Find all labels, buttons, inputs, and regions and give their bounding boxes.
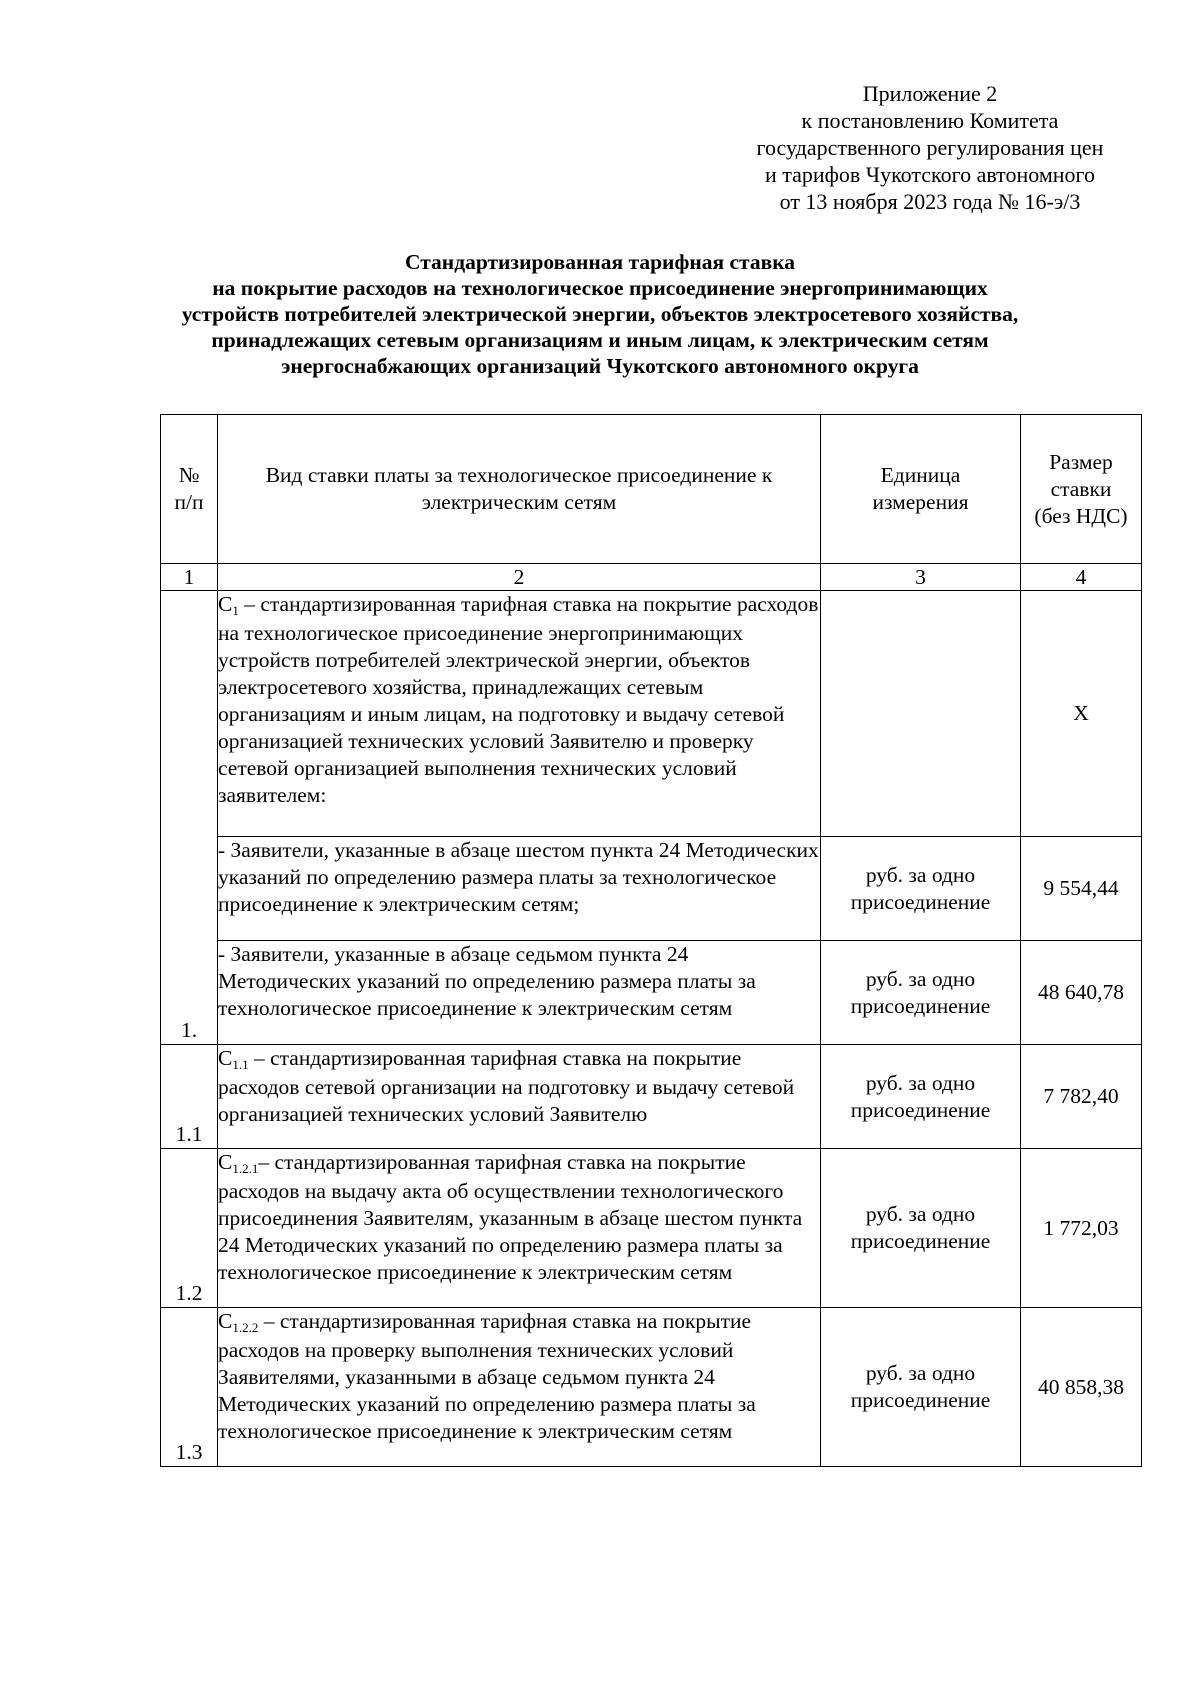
row-value: 40 858,38 [1021, 1308, 1142, 1467]
rates-table [160, 414, 1142, 1467]
row-description [218, 591, 821, 837]
table-row [161, 941, 1142, 1045]
row-unit [821, 591, 1021, 837]
table-row [161, 591, 1142, 837]
row-unit: руб. за одно присоединение [821, 1149, 1021, 1308]
row-number: 1.1 [161, 1045, 218, 1149]
title-line: принадлежащих сетевым организациям и иным лицам, к электрическим сетям [211, 328, 989, 352]
table-row [161, 1149, 1142, 1308]
rate-subscript: 1.2.2 [232, 1320, 259, 1335]
row-value: 1 772,03 [1021, 1149, 1142, 1308]
table-row [161, 837, 1142, 941]
appendix-reference [700, 80, 1160, 215]
row-value: Х [1021, 591, 1142, 837]
row-value: 48 640,78 [1021, 941, 1142, 1045]
row-value: 9 554,44 [1021, 837, 1142, 941]
row-number: 1.3 [161, 1308, 218, 1467]
row-description-text: – стандартизированная тарифная ставка на покрытие расходов на технологическое присоединение энергопринимающих устройств потребителей электрической энергии, объектов электросетевого хозяйства, принадлежащих сетевым организациям и иным лицам, на подготовку и выдачу сетевой организацией технических условий Заявителю и проверку сетевой организацией выполнения технических условий заявителем: [218, 592, 819, 807]
row-unit: руб. за одно присоединение [821, 941, 1021, 1045]
row-description [218, 1149, 821, 1308]
appendix-line: и тарифов Чукотского автономного [764, 162, 1096, 187]
title-line: устройств потребителей электрической энергии, объектов электросетевого хозяйства, [181, 302, 1019, 326]
title-line: Стандартизированная тарифная ставка [404, 250, 796, 274]
row-unit: руб. за одно присоединение [821, 837, 1021, 941]
appendix-line: от 13 ноября 2023 года № 16-э/3 [779, 189, 1081, 214]
row-description [218, 1308, 821, 1467]
column-index-cell: 2 [218, 564, 821, 591]
header-kind: Вид ставки платы за технологическое присоединение к электрическим сетям [218, 415, 821, 564]
rate-symbol: С [218, 1150, 233, 1174]
title-line: энергоснабжающих организаций Чукотского автономного округа [281, 354, 919, 378]
row-description-text: – стандартизированная тарифная ставка на покрытие расходов на выдачу акта об осуществлении технологического присоединения Заявителям, указанным в абзаце шестом пункта 24 Методических указаний по определению размера платы за технологическое присоединение к электрическим сетям [218, 1150, 803, 1284]
column-index-row [161, 564, 1142, 591]
row-number: 1.2 [161, 1149, 218, 1308]
appendix-line: государственного регулирования цен [756, 135, 1104, 160]
document-title [150, 249, 1050, 379]
rate-subscript: 1 [232, 603, 239, 618]
header-unit: Единица измерения [821, 415, 1021, 564]
rate-symbol: С [218, 1309, 233, 1333]
rate-symbol: С [218, 1046, 233, 1070]
row-unit: руб. за одно присоединение [821, 1045, 1021, 1149]
table-row [161, 1045, 1142, 1149]
row-description [218, 1045, 821, 1149]
row-description: - Заявители, указанные в абзаце седьмом пункта 24 Методических указаний по определению размера платы за технологическое присоединение к электрическим сетям [218, 941, 821, 1045]
title-line: на покрытие расходов на технологическое присоединение энергопринимающих [212, 276, 988, 300]
table-header-row [161, 415, 1142, 564]
header-rate: Размер ставки (без НДС) [1021, 415, 1142, 564]
row-unit: руб. за одно присоединение [821, 1308, 1021, 1467]
header-num: № п/п [161, 415, 218, 564]
appendix-line: к постановлению Комитета [801, 108, 1059, 133]
row-number: 1. [161, 591, 218, 1045]
rate-subscript: 1.2.1 [232, 1161, 259, 1176]
row-value: 7 782,40 [1021, 1045, 1142, 1149]
column-index-cell: 3 [821, 564, 1021, 591]
column-index-cell: 1 [161, 564, 218, 591]
row-description-text: – стандартизированная тарифная ставка на покрытие расходов на проверку выполнения технических условий Заявителями, указанными в абзаце седьмом пункта 24 Методических указаний по определению размера платы за технологическое присоединение к электрическим сетям [218, 1309, 756, 1443]
rate-symbol: С [218, 592, 233, 616]
column-index-cell: 4 [1021, 564, 1142, 591]
table-row [161, 1308, 1142, 1467]
row-description: - Заявители, указанные в абзаце шестом пункта 24 Методических указаний по определению размера платы за технологическое присоединение к электрическим сетям; [218, 837, 821, 941]
rate-subscript: 1.1 [232, 1057, 249, 1072]
row-description-text: – стандартизированная тарифная ставка на покрытие расходов сетевой организации на подготовку и выдачу сетевой организацией технических условий Заявителю [218, 1046, 795, 1126]
appendix-line: Приложение 2 [862, 81, 998, 106]
